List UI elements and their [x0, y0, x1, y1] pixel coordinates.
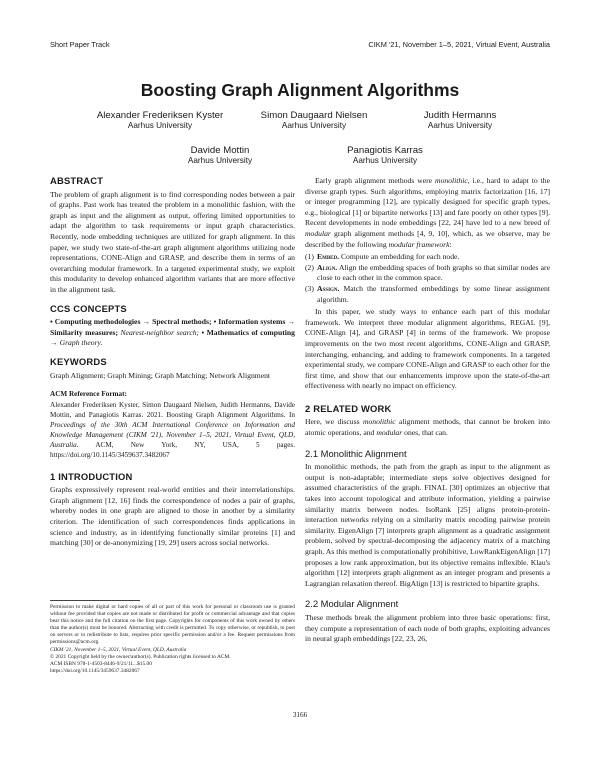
- author-block: [295, 145, 475, 165]
- ccs-line-2-italic: Graph theory.: [59, 338, 103, 348]
- framework-list-item: [305, 284, 550, 305]
- introduction-text: Graphs expressively represent real-world entities and their interrelationships. Graph alignment [12, 16] finds the correspondence of nodes a pair of graphs, whereby nodes in one graph are aligned to those in another by a similarity criterion. The identification of such correspondences finds applications in science and industry, as in identifying functionally similar proteins [1] and matching [30] or de-anonymizing [19, 29] users across social networks.: [50, 485, 295, 548]
- monolithic-heading: 2.1 Monolithic Alignment: [305, 447, 407, 459]
- list-body: [317, 263, 550, 284]
- text-run-italic: modular: [376, 428, 403, 438]
- list-body: [317, 252, 550, 263]
- text-run: ones, that can.: [404, 428, 448, 438]
- related-work-heading: 2 RELATED WORK: [305, 402, 392, 414]
- text-run: graph alignment methods [4, 9, 10], which, as we observe, may be described by the following: [305, 228, 550, 249]
- ccs-concepts: [50, 317, 295, 349]
- abstract-text: The problem of graph alignment is to find corresponding nodes between a pair of graphs. Past work has treated the problem in a monolithic fashion, with the graph as input and the alignment as output, offering limited opportunities to adapt the algorithm to task requirements or input graph characteristics. Recently, node embedding techniques are utilized for graph alignment. In this paper, we study two state-of-the-art graph alignment algorithms utilizing node representations, CONE-Align and GRASP, and describe them in terms of an overarching modular framework. In a targeted experimental study, we exploit this modularity to develop enhanced algorithm variants that are more effective in the alignment task.: [50, 189, 295, 294]
- list-term: Align.: [317, 262, 338, 272]
- keywords-heading: KEYWORDS: [50, 355, 107, 367]
- text-run: Here, we discuss: [305, 417, 360, 427]
- framework-list-item: [305, 252, 550, 263]
- footnote-rule: [50, 600, 140, 601]
- permission-text: Permission to make digital or hard copies of all or part of this work for personal or classroom use is granted without fee provided that copies are not made or distributed for profit or commercial advantage and that copies bear this notice and the full citation on the first page. Copyrights for components of this work owned by others than the author(s) must be honored. Abstracting with credit is permitted. To copy otherwise, or republish, to post on servers or to redistribute to lists, requires prior specific permission and/or a fee. Request permissions from permissions@acm.org.: [50, 604, 295, 646]
- list-term: Embed.: [317, 252, 340, 262]
- ccs-line-1-italic: Nearest-neighbor search;: [120, 327, 200, 337]
- reference-tail: ACM, New York, NY, USA, 5 pages. https://doi.org/10.1145/3459637.3482067: [50, 440, 295, 459]
- text-run: Early graph alignment methods were: [315, 176, 433, 185]
- permission-notice: [50, 604, 295, 675]
- author-name: Davide Mottin: [190, 145, 250, 156]
- monolithic-text: In monolithic methods, the path from the graph as input to the alignment as output is non-adaptable; intermediate steps solve objectives designed for assumed characteristics of the graph. FINAL [30] optimizes an objective that takes into account topological and attribute information, yielding a pairwise similarity matrix between nodes. IsoRank [25] aligns protein-protein-interaction networks relying on a similarity matrix encoding pairwise protein similarity. EigenAlign [7] interprets graph alignment as a quadratic assignment problem, solved by spectral-decomposing the adjacency matrix of a matching graph. As this method is computationally prohibitive, LowRankEigenAlign [17] proposes a low rank approximation, but its objective remains inflexible. Klau's algorithm [12] interprets graph alignment as an integer program and presents a Lagrangian relaxation thereof. BigAlign [13] is restricted to bipartite graphs.: [305, 462, 550, 588]
- left-column: [50, 176, 295, 549]
- list-text: Match the transformed embeddings by some linear assignment algorithm.: [317, 283, 550, 304]
- permission-venue: CIKM '21, November 1–5, 2021, Virtual Event, QLD, Australia: [50, 646, 187, 653]
- text-run-italic: monolithic: [435, 176, 468, 185]
- list-text: Compute an embedding for each node.: [340, 252, 460, 262]
- author-name: Alexander Frederiksen Kyster: [96, 110, 224, 121]
- author-affiliation: Aarhus University: [352, 156, 418, 165]
- permission-doi: https://doi.org/10.1145/3459637.3482067: [50, 667, 140, 674]
- author-affiliation: Aarhus University: [427, 121, 493, 130]
- list-text: Align the embedding spaces of both graphs so that similar nodes are close to each other in the common space.: [317, 262, 550, 283]
- author-block: [70, 110, 250, 130]
- list-number: (3): [305, 283, 314, 293]
- text-run-italic: modular: [305, 228, 331, 238]
- ccs-heading: CCS CONCEPTS: [50, 302, 127, 314]
- author-name: Simon Daugaard Nielsen: [260, 110, 368, 121]
- modular-text: These methods break the alignment problem into three basic operations: first, they compute a representation of each node of both graphs, exploiting advances in neural graph embeddings [22, 23, 26,: [305, 612, 550, 644]
- reference-authors: Alexander Frederiksen Kyster, Simon Daugaard Nielsen, Judith Hermanns, Davide Mottin, and Panagiotis Karras. 2021. Boosting Graph Alignment Algorithms. In: [50, 400, 295, 419]
- text-run: alignment methods, that cannot be broken into atomic operations, and: [305, 417, 550, 438]
- framework-list-item: [305, 263, 550, 284]
- reference-format-body: [50, 400, 295, 460]
- list-number: (2): [305, 262, 314, 272]
- text-run-italic: modular framework: [388, 239, 450, 249]
- list-term: Assign.: [317, 283, 340, 293]
- permission-copyright: © 2021 Copyright held by the owner/author(s). Publication rights licensed to ACM.: [50, 653, 231, 660]
- running-header-right: CIKM '21, November 1–5, 2021, Virtual Event, Australia: [368, 40, 550, 49]
- permission-isbn: ACM ISBN 978-1-4503-8446-9/21/11...$15.00: [50, 660, 152, 667]
- author-block: [370, 110, 550, 130]
- introduction-heading: 1 INTRODUCTION: [50, 470, 133, 482]
- author-affiliation: Aarhus University: [187, 156, 253, 165]
- modular-heading: 2.2 Modular Alignment: [305, 598, 399, 610]
- ccs-line-2: • Mathematics of computing →: [50, 327, 295, 348]
- intro-continued-paragraph: [305, 176, 550, 250]
- text-run: :: [449, 239, 452, 249]
- running-header-left: Short Paper Track: [50, 40, 110, 49]
- ccs-line-1: • Computing methodologies → Spectral methods; • Information systems → Similarity measures;: [50, 317, 295, 337]
- reference-format-heading: ACM Reference Format:: [50, 390, 127, 399]
- text-run: , i.e., hard to adapt to the diverse graph types. Such algorithms, employing matrix factorization [16, 17] or integer programming [12], are typically designed for specific graph types, e.g., biological [1] or bipartite networks [13] and fare poorly on other types [9]. Recent developments in node embeddings [22, 24] have led to a new breed of: [305, 176, 550, 228]
- author-name: Judith Hermanns: [423, 110, 497, 121]
- list-number: (1): [305, 252, 314, 262]
- list-body: [317, 284, 550, 305]
- text-run-italic: monolithic: [362, 417, 396, 427]
- author-affiliation: Aarhus University: [281, 121, 347, 130]
- right-column: [305, 176, 550, 645]
- abstract-heading: ABSTRACT: [50, 175, 104, 186]
- paper-title: Boosting Graph Alignment Algorithms: [140, 80, 460, 100]
- author-name: Panagiotis Karras: [347, 145, 423, 156]
- author-affiliation: Aarhus University: [127, 121, 193, 130]
- reference-venue: Proceedings of the 30th ACM International Conference on Information and Knowledge Management (CIKM '21), November 1–5, 2021, Virtual Event, QLD, Australia.: [50, 420, 295, 449]
- author-block: [130, 145, 310, 165]
- page-number: 3166: [292, 711, 308, 719]
- contribution-paragraph: In this paper, we study ways to enhance each part of this modular framework. We interpret three modular alignment algorithms, REGAL [9], CONE-Align [4], and GRASP [4] in terms of the framework. We propose improvements on the two most recent algorithms, CONE-Align and GRASP, interchanging, enhancing, and adding to framework components. In a targeted experimental study, we compare CONE-Align and GRASP to each other for the first time, and show that our enhancements improve upon the state-of-the-art effectiveness with nearly no impact on efficiency.: [305, 307, 550, 391]
- related-work-text: [305, 417, 550, 438]
- keywords-text: Graph Alignment; Graph Mining; Graph Matching; Network Alignment: [50, 370, 271, 380]
